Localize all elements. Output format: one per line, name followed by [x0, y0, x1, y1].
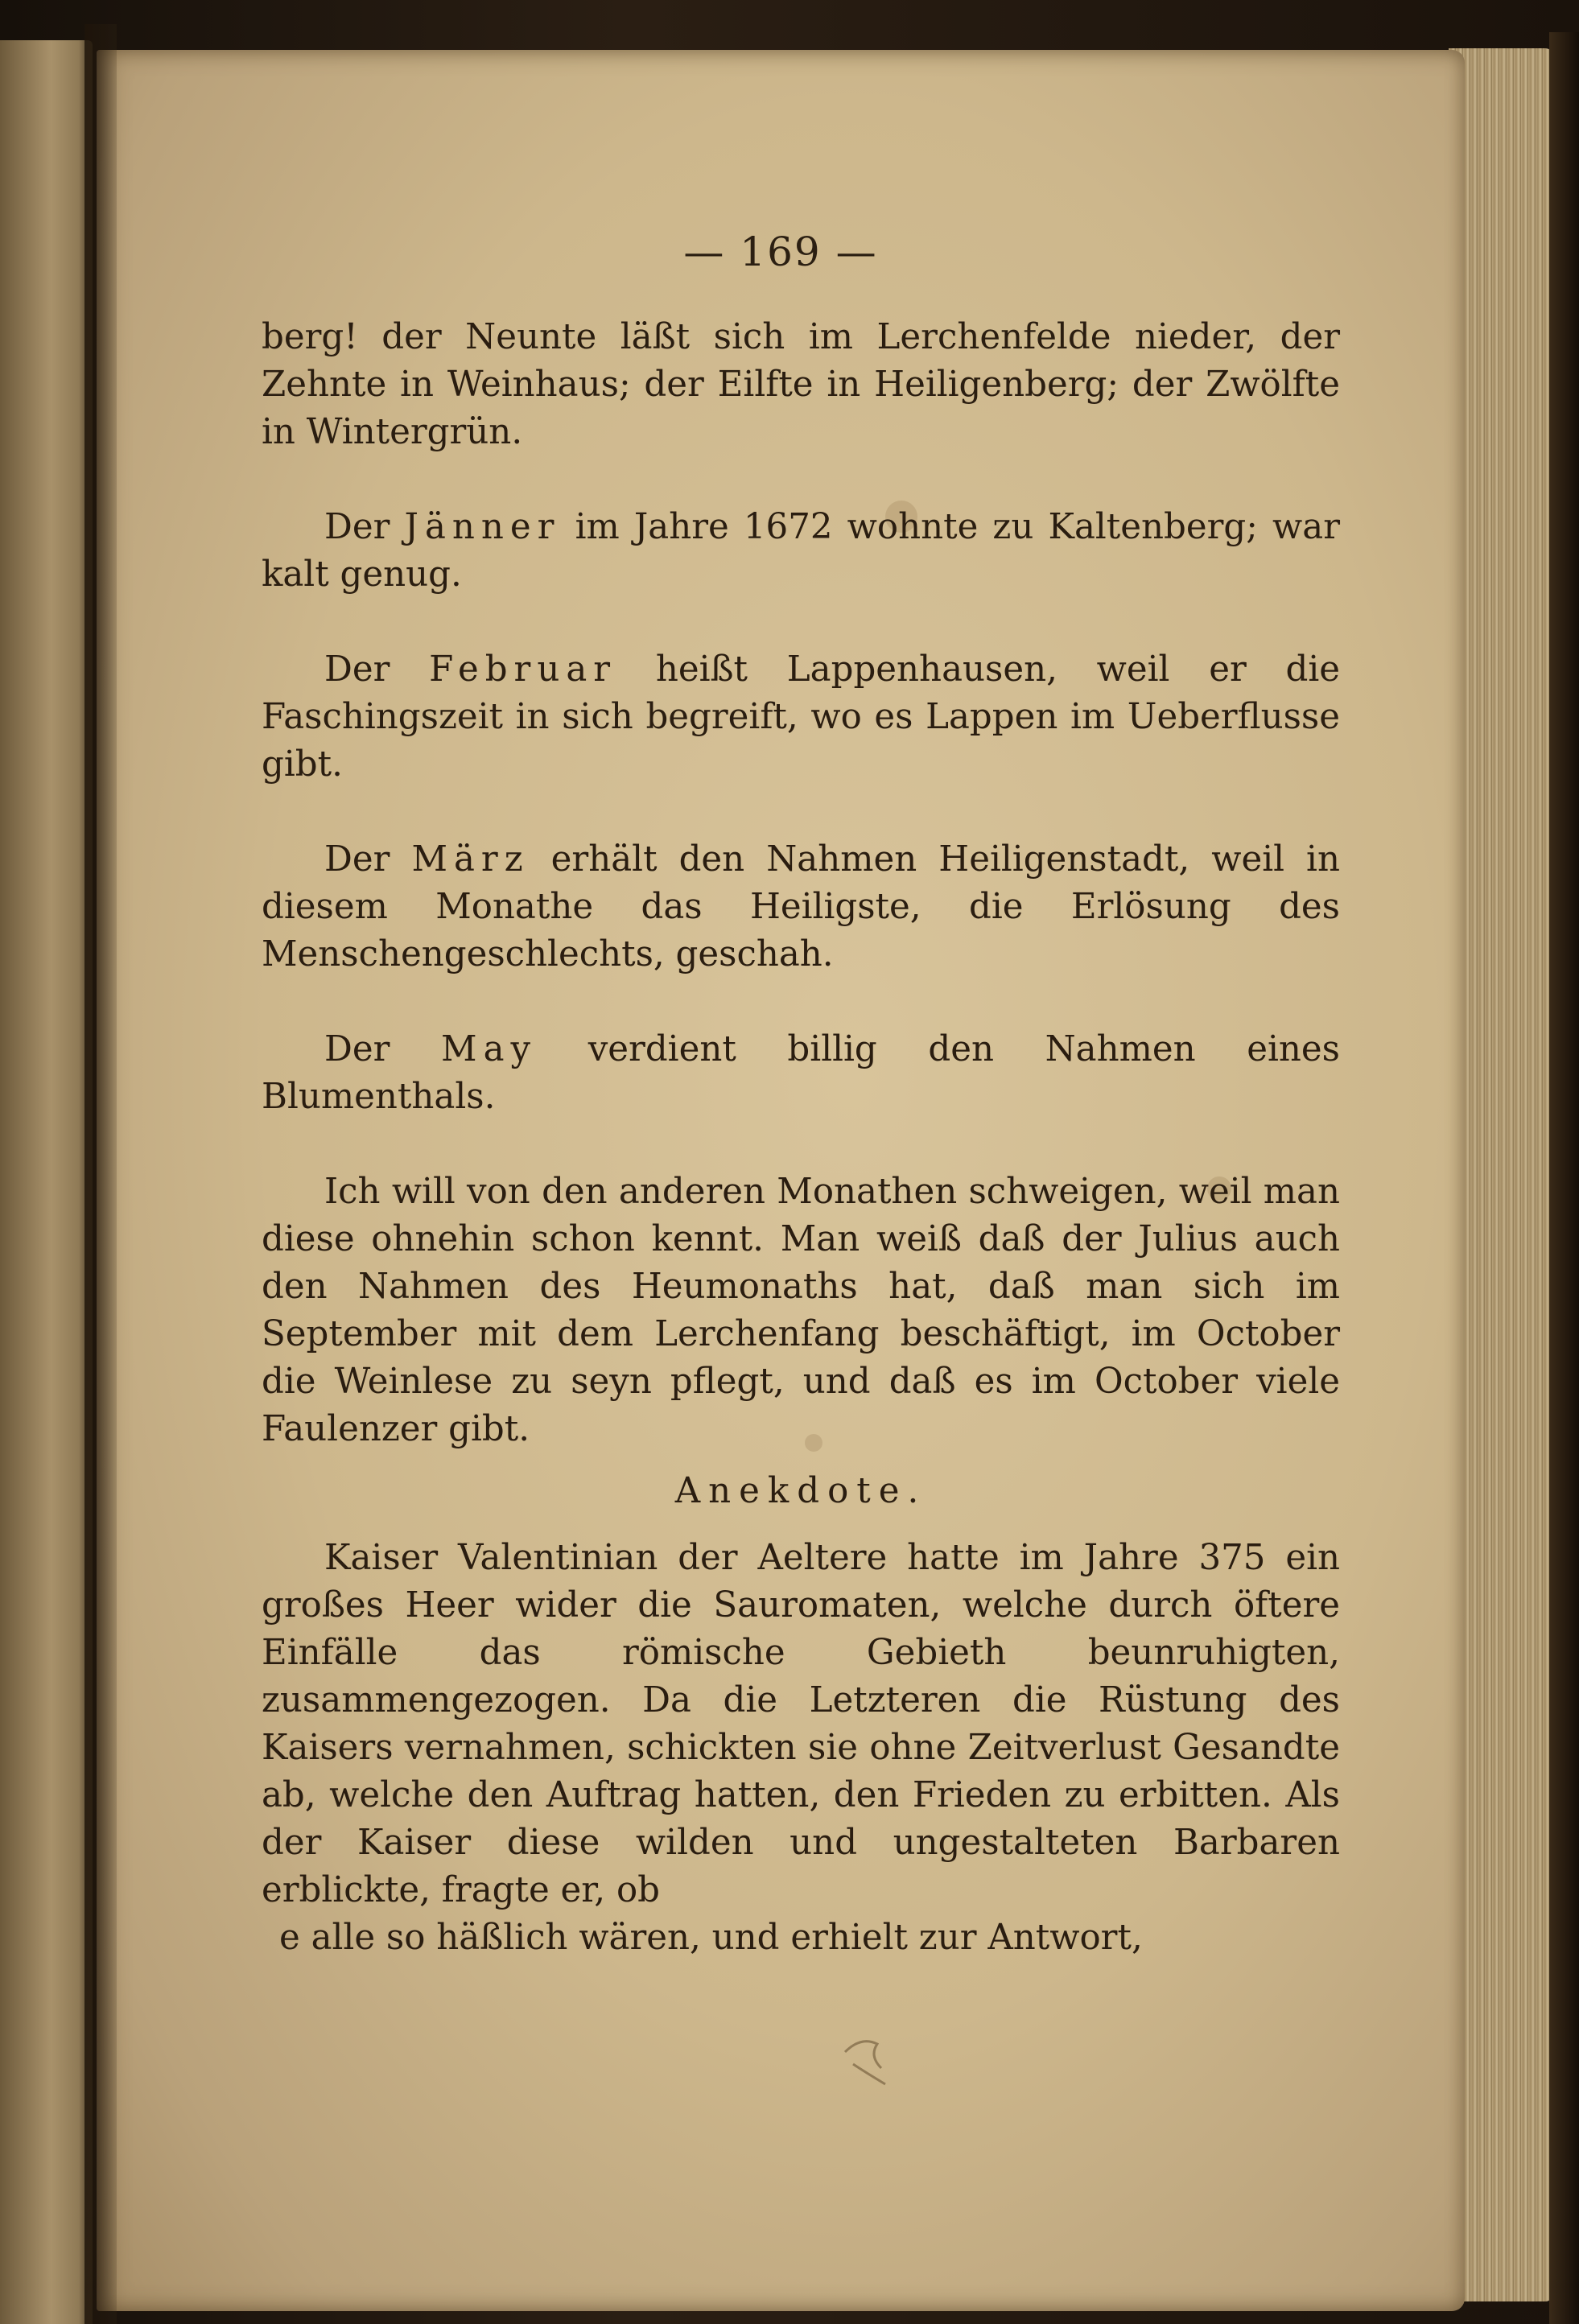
anecdote-text: Kaiser Valentinian der Aeltere hatte im Jahre 375 ein großes Heer wider die Sauromaten, welche durch öftere Einfälle das römische Gebieth beunruhigten, zusammengezogen. Da die Letzteren die Rüstung des Kaisers vernahmen, schickten sie ohne Zeitverlust Gesandte ab, welche den Auftrag hatten, den Frieden zu erbitten. Als der Kaiser diese wilden und ungestalteten Barbaren erblickte, fragte er, ob — [262, 1538, 1340, 1910]
paragraph-3 — [262, 646, 1340, 789]
book-cover-edge — [1549, 32, 1579, 2324]
paragraph-5-text: verdient billig den Nahmen eines Blumenthals. — [262, 1029, 1340, 1117]
paragraph-5 — [262, 1026, 1340, 1121]
paragraph-3-prefix: Der — [324, 649, 430, 690]
paragraph-6-text: Ich will von den anderen Monathen schweigen, weil man diese ohnehin schon kennt. Man weiß daß der Julius auch den Nahmen des Heumonaths hat, daß man sich im September mit dem Lerchenfang beschäftigt, im October die Weinlese zu seyn pflegt, und daß es im October viele Faulenzer gibt. — [262, 1172, 1340, 1449]
paragraph-2 — [262, 504, 1340, 599]
page-text-block — [262, 314, 1340, 1962]
paragraph-1-text: berg! der Neunte läßt sich im Lerchenfelde nieder, der Zehnte in Weinhaus; der Eilfte in Heiligenberg; der Zwölfte in Wintergrün. — [262, 317, 1340, 452]
section-title: Anekdote. — [674, 1471, 927, 1511]
paragraph-2-text: im Jahre 1672 wohnte zu Kaltenberg; war kalt genug. — [262, 507, 1340, 595]
book-gutter-shadow — [85, 24, 117, 2324]
previous-page-edge — [0, 40, 93, 2324]
paragraph-6 — [262, 1168, 1340, 1453]
paragraph-4 — [262, 836, 1340, 979]
month-name-may: May — [441, 1029, 538, 1069]
paragraph-3-text: heißt Lappenhausen, weil er die Faschingszeit in sich begreift, wo es Lappen im Ueberflusse gibt. — [262, 649, 1340, 785]
month-name-jaenner: Jänner — [404, 507, 561, 547]
paragraph-5-prefix: Der — [324, 1029, 442, 1069]
paragraph-4-prefix: Der — [324, 839, 412, 880]
paragraph-2-prefix: Der — [324, 507, 405, 547]
month-name-maerz: März — [411, 839, 530, 880]
anecdote-last-line: e alle so häßlich wären, und erhielt zur Antwort, — [279, 1918, 1143, 1958]
anecdote-paragraph — [262, 1535, 1340, 1914]
paragraph-1 — [262, 314, 1340, 456]
month-name-februar: Februar — [429, 649, 617, 690]
page-header: — 169 — — [683, 229, 878, 275]
paragraph-4-text: erhält den Nahmen Heiligenstadt, weil in diesem Monathe das Heiligste, die Erlösung des Menschengeschlechts, geschah. — [262, 839, 1340, 975]
pencil-mark-icon — [837, 2028, 901, 2092]
